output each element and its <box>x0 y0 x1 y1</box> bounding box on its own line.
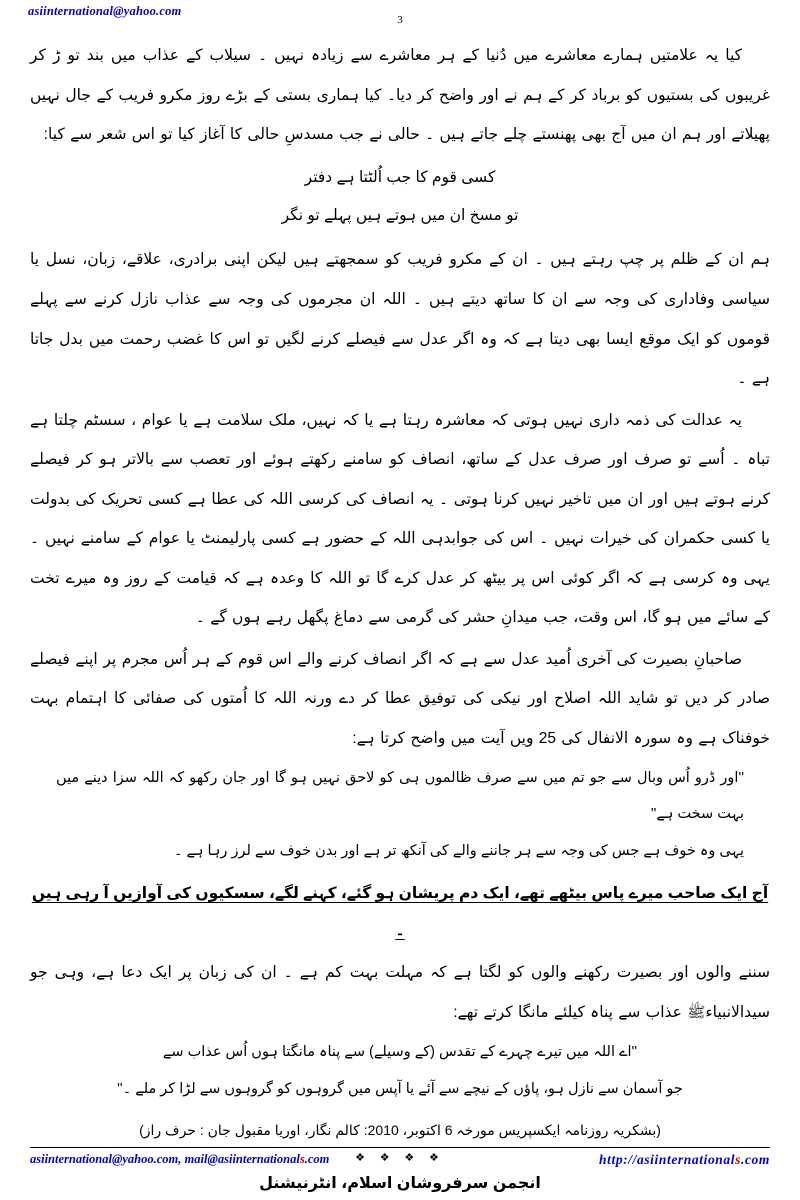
footer-email-secondary-accent[interactable]: s <box>299 1152 305 1166</box>
dua-quote-line-2: جو آسمان سے نازل ہو، پاؤں کے نیچے سے آئے یا آپس میں گروہوں کو گروہوں سے لڑا کر ملے ۔'' <box>117 1080 683 1097</box>
sallallahu-alayhi-wasallam-icon: ﷺ <box>687 1003 706 1021</box>
footer-email-secondary-pre[interactable]: mail@asiinternational <box>184 1152 300 1166</box>
paragraph-3: یہ عدالت کی ذمہ داری نہیں ہوتی کہ معاشرہ رہتا ہے یا کہ نہیں، ملک سلامت ہے یا عوام ، سسٹم چلتا ہے تباہ ۔ اُسے تو صرف اور صرف عدل کے ساتھ، انصاف کو سامنے رکھتے ہوئے اور تعصب سے بالاتر ہو کر فیصلے کرنے ہوتے ہیں اور ان میں تاخیر نہیں کرنا ہوتی ۔ یہ انصاف کی کرسی اللہ کی عطا ہے کسی تحریک کی بدولت یا کسی حکمران کی خیرات نہیں ۔ اس کی جوابدہی اللہ کے حضور ہے کسی پارلیمنٹ یا عوام کے سامنے نہیں ۔ یہی وہ کرسی ہے کہ اگر کوئی اس پر بیٹھ کر عدل کرے گا تو اللہ کا وعدہ ہے کہ قیامت کے روز وہ میرے تخت کے سائے میں ہو گا، اس وقت، جب میدانِ حشر کی گرمی سے دماغ پگھل رہے ہوں گے ۔ <box>30 411 770 627</box>
quran-quote-block <box>56 760 744 869</box>
highlighted-statement: آج ایک صاحب میرے پاس بیٹھے تھے، ایک دم پریشان ہو گئے، کہنے لگے، سسکیوں کی آوازیں آ رہی ہیں ۔ <box>31 884 769 940</box>
footer-divider <box>30 1147 770 1148</box>
couplet-line-2: تو مسخ ان میں ہوتے ہیں پہلے تو نگر <box>281 206 519 224</box>
paragraph-5 <box>30 953 770 1032</box>
paragraph-5-text-a: سننے والوں اور بصیرت رکھنے والوں کو لگتا ہے کہ مہلت بہت کم ہے ۔ ان کی زبان پر ایک دعا ہے، وہی جو سیدالانبیاء <box>30 964 770 1021</box>
footer-email-separator: , <box>178 1152 185 1166</box>
footer-email-primary[interactable]: asiinternational@yahoo.com <box>30 1152 179 1166</box>
dua-quote-line-1: ''اے اللہ میں تیرے چہرے کے تقدس (کے وسیلے) سے پناہ مانگتا ہوں اُس عذاب سے <box>162 1044 638 1061</box>
page-header <box>28 4 772 30</box>
poetry-couplet <box>30 159 770 235</box>
paragraph-1: کیا یہ علامتیں ہمارے معاشرے میں دُنیا کے ہر معاشرے سے زیادہ نہیں ۔ سیلاب کے عذاب میں بند تو ڑ کر غریبوں کی بستیوں کو برباد کر کے ہم نے اور واضح کر دیا۔ کیا ہماری بستی کے بڑے روز مکرو فریب کے جال نہیں پھیلاتے اور ہم ان میں آج بھی پھنستے چلے جاتے ہیں ۔ حالی نے جب مسدسِ حالی کا آغاز کیا تو اس شعر سے کیا: <box>30 47 770 144</box>
footer-email-secondary-post[interactable]: .com <box>304 1152 330 1166</box>
quran-quote-line-1: ''اور ڈرو اُس وبال سے جو تم میں سے صرف ظالموں ہی کو لاحق نہیں ہو گا اور جان رکھو کہ اللہ سزا دینے میں بہت سخت ہے'' <box>56 770 744 823</box>
footer-url-post[interactable]: .com <box>740 1152 770 1167</box>
page-footer <box>30 1152 770 1178</box>
page-number: 3 <box>397 14 403 26</box>
paragraph-2: ہم ان کے ظلم پر چپ رہتے ہیں ۔ ان کے مکرو فریب کو سمجھتے ہیں لیکن اپنی برادری، علاقے، زبان، نسل یا سیاسی وفاداری کی وجہ سے ان کا ساتھ دیتے ہیں ۔ اللہ ان مجرموں کی وجہ سے عذاب نازل کرنے سے پہلے قوموں کو ایک موقع ایسا بھی دیتا ہے کہ وہ اگر عدل سے فیصلے کرنے لگیں تو اس کا غضب رحمت میں بدل جاتا ہے ۔ <box>30 251 770 388</box>
dua-quote-block <box>30 1034 770 1107</box>
couplet-line-1: کسی قوم کا جب اُلٹتا ہے دفتر <box>304 168 496 186</box>
organization-name: انجمن سرفروشان اسلام، انٹرنیشنل <box>259 1174 541 1192</box>
paragraph-5-text-b: عذاب سے پناہ کیلئے مانگا کرتے تھے: <box>453 1003 682 1021</box>
diamond-ornaments-icon: ❖ ❖ ❖ ❖ <box>355 1151 445 1164</box>
footer-url-pre[interactable]: http://asiinternational <box>599 1152 736 1167</box>
source-citation: (بشکریہ روزنامہ ایکسپریس مورخہ 6 اکتوبر، 2010: کالم نگار، اوریا مقبول جان : حرف راز) <box>139 1121 661 1138</box>
paragraph-4: صاحبانِ بصیرت کی آخری اُمید عدل سے ہے کہ اگر انصاف کرنے والے اس قوم کے ہر اُس مجرم پر اپنے فیصلے صادر کر دیں تو شاید اللہ اصلاح اور نیکی کی توفیق عطا کر دے ورنہ اللہ کا اُمتوں کی صفائی کا اہتمام بہت خوفناک ہے وہ سورہ الانفال کی 25 ویں آیت میں واضح کرتا ہے: <box>30 650 770 747</box>
footer-email-links[interactable] <box>30 1152 329 1167</box>
footer-url-accent[interactable]: s <box>735 1152 741 1167</box>
quran-quote-line-2: یہی وہ خوف ہے جس کی وجہ سے ہر جاننے والے کی آنکھ تر ہے اور بدن خوف سے لرز رہا ہے ۔ <box>173 842 744 859</box>
footer-website-link[interactable] <box>599 1152 770 1168</box>
header-email-link[interactable]: asiinternational@yahoo.com <box>28 4 182 18</box>
